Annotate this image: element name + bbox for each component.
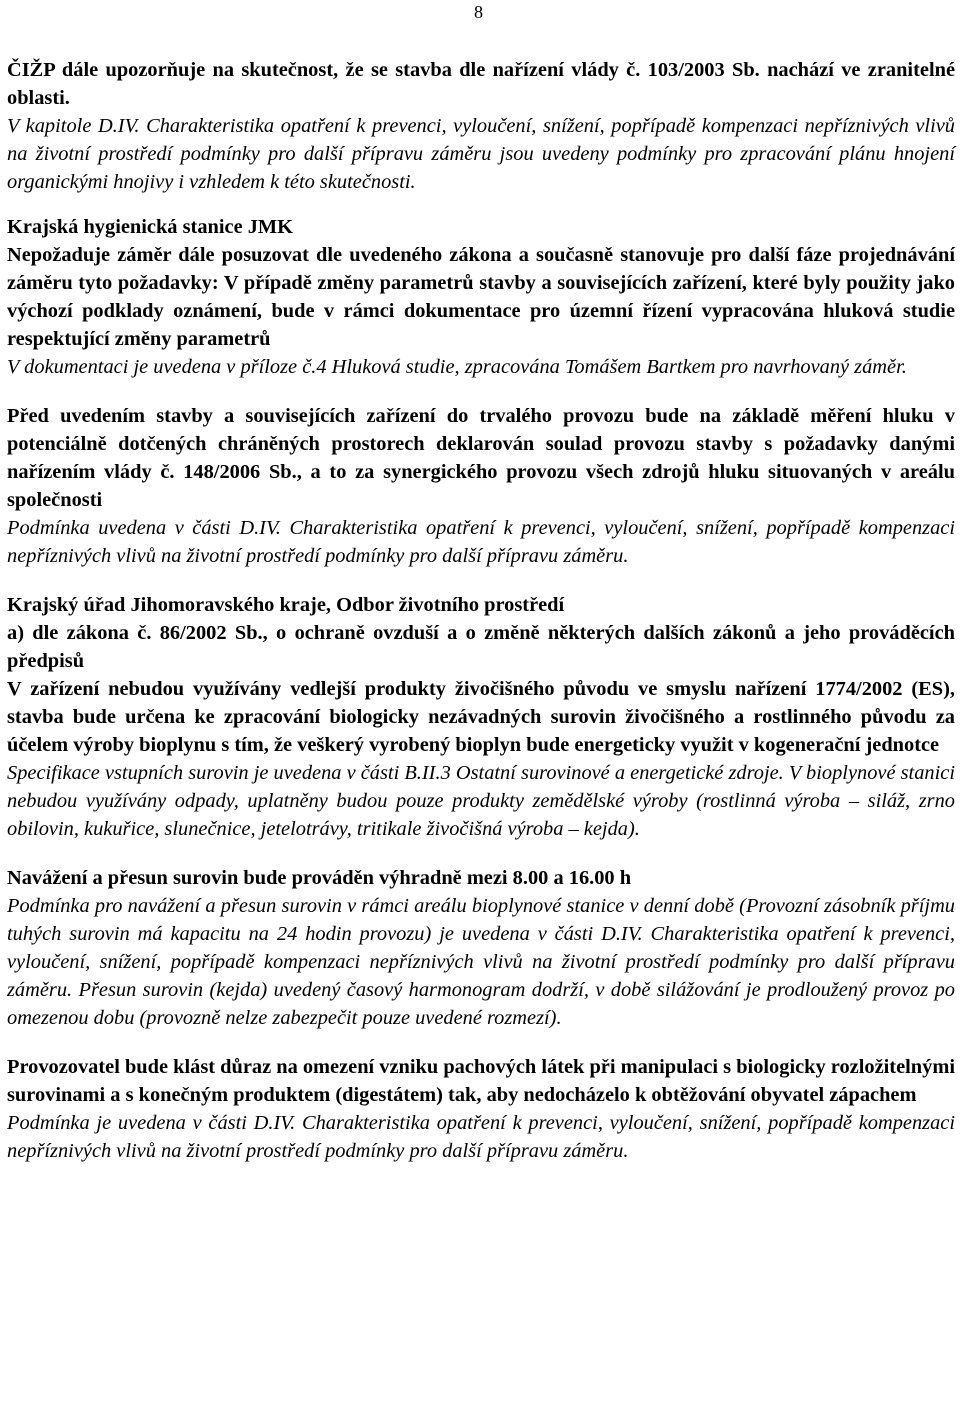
air-protection-law: a) dle zákona č. 86/2002 Sb., o ochraně ovzduší a o změně některých dalších zákonů a jeho prováděcích předpisů bbox=[7, 622, 955, 672]
section-regional-office bbox=[7, 591, 955, 843]
document-body bbox=[7, 56, 955, 1165]
cizp-response: V kapitole D.IV. Charakteristika opatření k prevenci, vyloučení, snížení, popřípadě kompenzaci nepříznivých vlivů na životní prostředí podmínky pro další přípravu záměru jsou uvedeny podmínky pro zpracování plánu hnojení organickými hnojivy i vzhledem k této skutečnosti. bbox=[7, 115, 955, 193]
section-odor bbox=[7, 1053, 955, 1165]
cizp-statement: ČIŽP dále upozorňuje na skutečnost, že se stavba dle nařízení vlády č. 103/2003 Sb. nachází ve zranitelné oblasti. bbox=[7, 59, 955, 109]
odor-response: Podmínka je uvedena v části D.IV. Charakteristika opatření k prevenci, vyloučení, snížení, popřípadě kompenzaci nepříznivých vlivů na životní prostředí podmínky pro další přípravu záměru. bbox=[7, 1112, 955, 1162]
delivery-hours-requirement: Navážení a přesun surovin bude prováděn výhradně mezi 8.00 a 16.00 h bbox=[7, 867, 632, 889]
noise-requirement: Před uvedením stavby a souvisejících zařízení do trvalého provozu bude na základě měření hluku v potenciálně dotčených chráněných prostorech deklarován soulad provozu stavby s požadavky danými nařízením vlády č. 148/2006 Sb., a to za synergického provozu všech zdrojů hluku situovaných v areálu společnosti bbox=[7, 405, 955, 511]
byproducts-response: Specifikace vstupních surovin je uvedena v části B.II.3 Ostatní surovinové a energetické zdroje. V bioplynové stanici nebudou využívány odpady, uplatněny budou pouze produkty zemědělské výroby (rostlinná výroba – siláž, zrno obilovin, kukuřice, slunečnice, jetelotrávy, tritikale živočišná výroba – kejda). bbox=[7, 762, 955, 840]
regional-office-heading: Krajský úřad Jihomoravského kraje, Odbor životního prostředí bbox=[7, 594, 565, 616]
page-number: 8 bbox=[474, 2, 483, 22]
section-khs bbox=[7, 213, 955, 381]
noise-response: Podmínka uvedena v části D.IV. Charakteristika opatření k prevenci, vyloučení, snížení, popřípadě kompenzaci nepříznivých vlivů na životní prostředí podmínky pro další přípravu záměru. bbox=[7, 517, 955, 567]
byproducts-requirement: V zařízení nebudou využívány vedlejší produkty živočišného původu ve smyslu nařízení 1774/2002 (ES), stavba bude určena ke zpracování biologicky nezávadných surovin živočišného a rostlinného původu za účelem výroby bioplynu s tím, že veškerý vyrobený bioplyn bude energeticky využit v kogenerační jednotce bbox=[7, 678, 955, 756]
delivery-hours-response: Podmínka pro navážení a přesun surovin v rámci areálu bioplynové stanice v denní době (Provozní zásobník příjmu tuhých surovin má kapacitu na 24 hodin provozu) je uvedena v části D.IV. Charakteristika opatření k prevenci, vyloučení, snížení, popřípadě kompenzaci nepříznivých vlivů na životní prostředí podmínky pro další přípravu záměru. Přesun surovin (kejda) uvedený časový harmonogram dodrží, v době silážování je prodloužený provoz po omezenou dobu (provozně nelze zabezpečit pouze uvedené rozmezí). bbox=[7, 895, 955, 1029]
odor-requirement: Provozovatel bude klást důraz na omezení vzniku pachových látek při manipulaci s biologicky rozložitelnými surovinami a s konečným produktem (digestátem) tak, aby nedocházelo k obtěžování obyvatel zápachem bbox=[7, 1056, 955, 1106]
khs-requirement: Nepožaduje záměr dále posuzovat dle uvedeného zákona a současně stanovuje pro další fáze projednávání záměru tyto požadavky: V případě změny parametrů stavby a souvisejících zařízení, které byly použity jako výchozí podklady oznámení, bude v rámci dokumentace pro územní řízení vypracována hluková studie respektující změny parametrů bbox=[7, 244, 955, 350]
khs-heading: Krajská hygienická stanice JMK bbox=[7, 216, 294, 238]
khs-response: V dokumentaci je uvedena v příloze č.4 Hluková studie, zpracována Tomášem Bartkem pro navrhovaný záměr. bbox=[7, 356, 907, 378]
section-delivery-hours bbox=[7, 864, 955, 1032]
section-noise bbox=[7, 402, 955, 570]
section-cizp bbox=[7, 56, 955, 196]
